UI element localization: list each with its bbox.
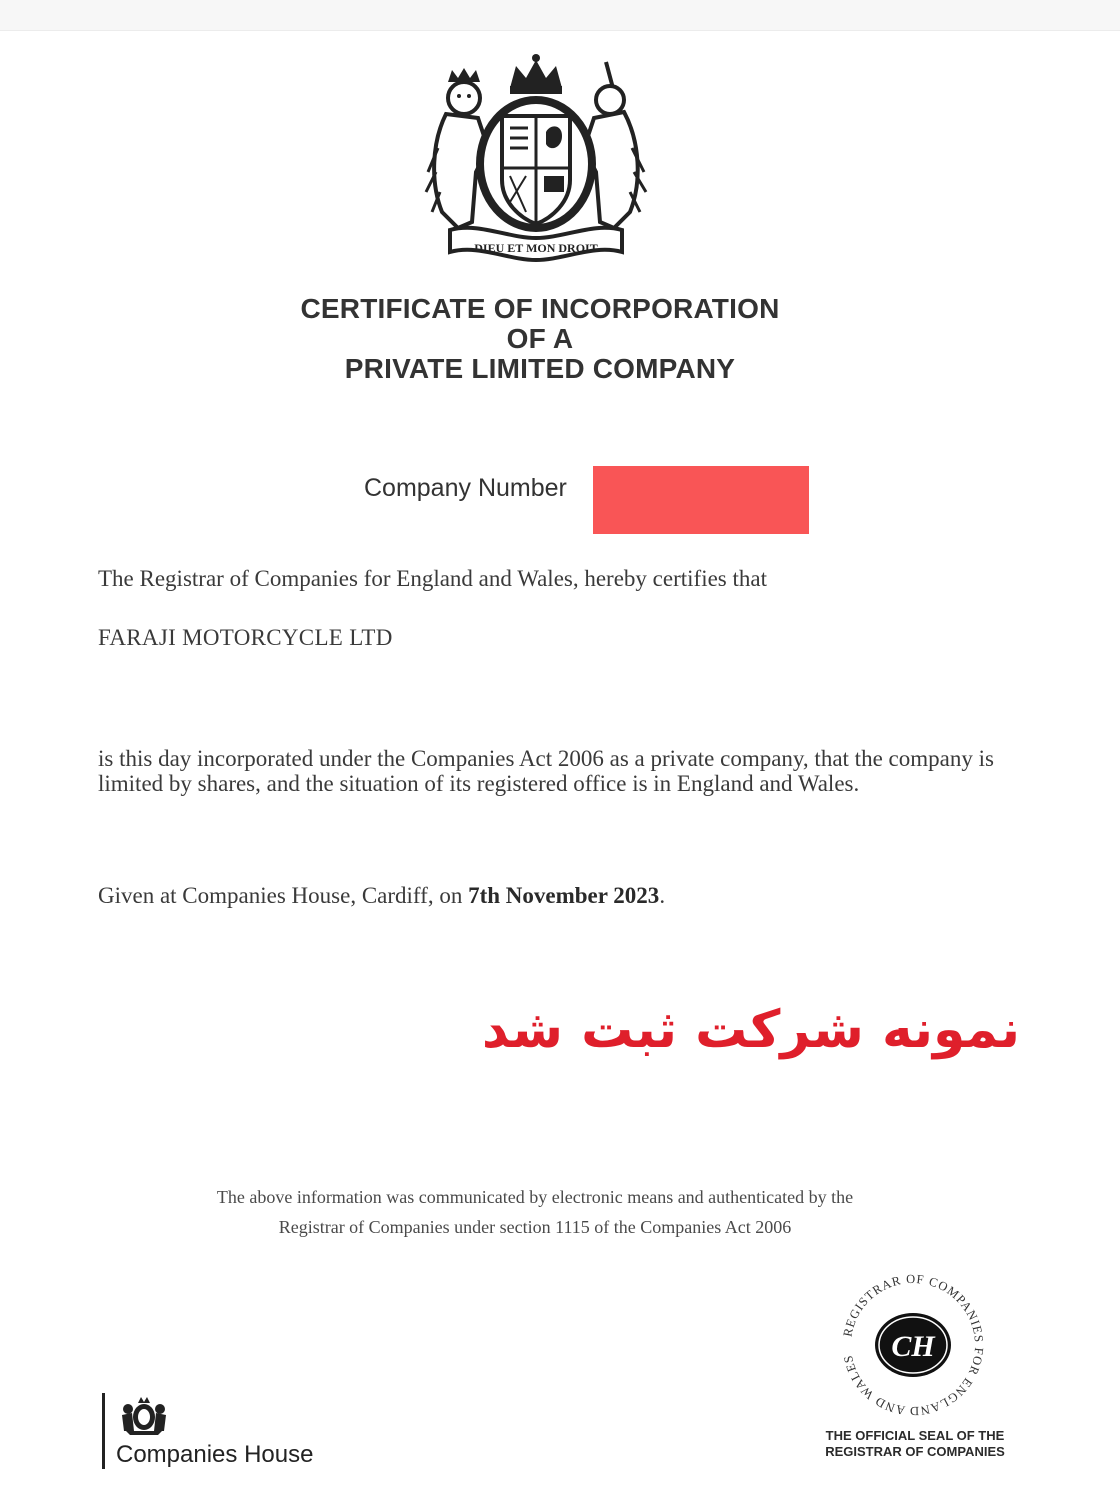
given-statement: [98, 883, 998, 908]
seal-monogram: CH: [891, 1330, 935, 1363]
title-line-3: PRIVATE LIMITED COMPANY: [344, 353, 736, 384]
title-line-2: OF A: [506, 323, 574, 354]
company-name: FARAJI MOTORCYCLE LTD: [98, 625, 393, 650]
registrar-seal-icon: [832, 1264, 994, 1426]
logo-divider: [102, 1393, 105, 1469]
company-number-redaction: [593, 466, 809, 534]
certificate-title: [200, 294, 880, 384]
crest-motto: DIEU ET MON DROIT: [474, 241, 598, 255]
mini-crest-icon: [118, 1397, 170, 1435]
company-number-label: Company Number: [364, 474, 567, 502]
given-suffix: .: [659, 883, 666, 908]
companies-house-logo: [102, 1393, 362, 1473]
incorporation-date: 7th November 2023: [468, 883, 660, 908]
title-line-1: CERTIFICATE OF INCORPORATION: [300, 293, 780, 324]
seal-ring-text: REGISTRAR OF COMPANIES FOR ENGLAND AND WALES: [840, 1271, 987, 1419]
top-strip: [0, 0, 1120, 31]
persian-watermark-text: نمونه شرکت ثبت شد: [481, 1000, 1020, 1060]
given-prefix: Given at Companies House, Cardiff, on: [98, 883, 469, 908]
authentication-note: [130, 1182, 940, 1242]
seal-caption-line-2: REGISTRAR OF COMPANIES: [825, 1444, 1005, 1459]
authentication-line-2: Registrar of Companies under section 1115 of the Companies Act 2006: [278, 1217, 792, 1237]
royal-coat-of-arms-icon: [418, 52, 654, 266]
incorporation-statement: is this day incorporated under the Companies Act 2006 as a private company, that the company is limited by shares, and the situation of its registered office is in England and Wales.: [98, 746, 994, 796]
seal-caption: [795, 1428, 1035, 1460]
companies-house-wordmark: Companies House: [116, 1441, 314, 1468]
seal-caption-line-1: THE OFFICIAL SEAL OF THE: [825, 1428, 1005, 1443]
registrar-statement: The Registrar of Companies for England and Wales, hereby certifies that: [98, 566, 767, 591]
authentication-line-1: The above information was communicated by electronic means and authenticated by the: [216, 1187, 854, 1207]
